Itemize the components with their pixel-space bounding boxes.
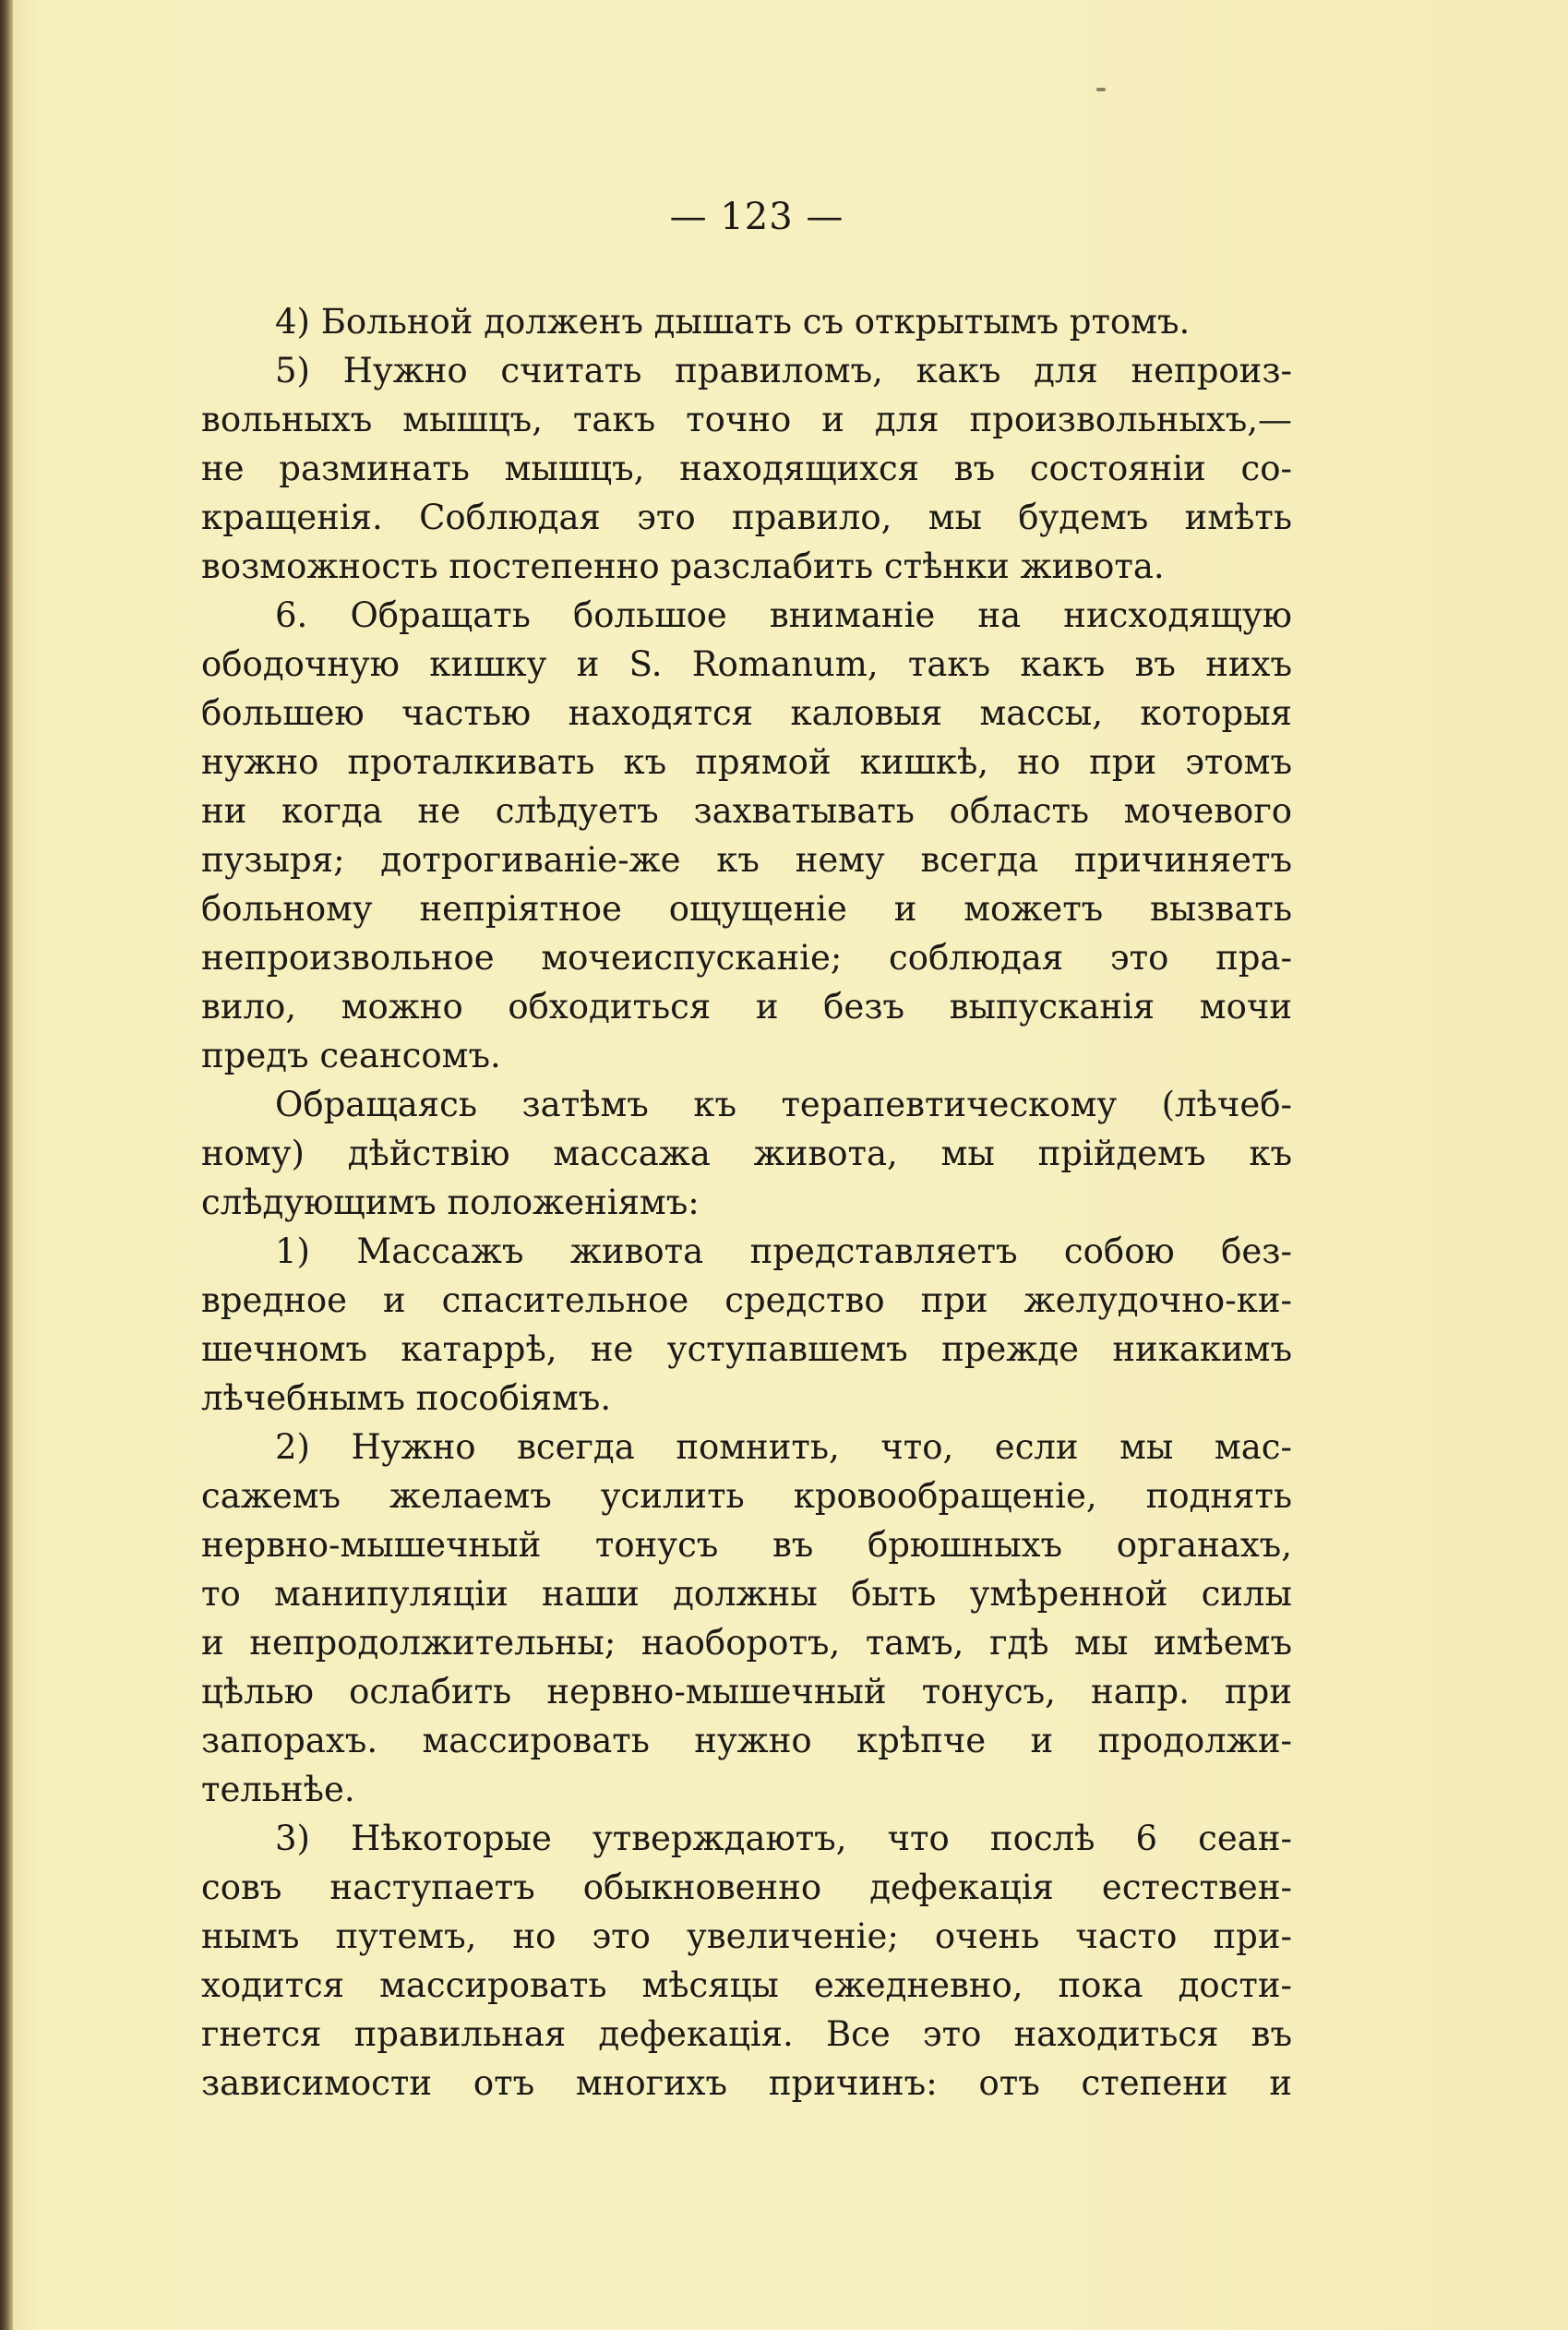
text-line: нервно-мышечный тонусъ въ брюшныхъ органахъ, xyxy=(201,1525,1292,1565)
text-line: большею частью находятся каловыя массы, которыя xyxy=(201,693,1292,733)
text-line: гнется правильная дефекація. Все это находиться въ xyxy=(201,2014,1292,2054)
text-line: пузыря; дотрогиваніе-же къ нему всегда причиняетъ xyxy=(201,840,1292,880)
page-binding-edge xyxy=(0,0,13,2330)
text-line: 1) Массажъ живота представляетъ собою без- xyxy=(275,1231,1292,1271)
text-line: 4) Больной долженъ дышать съ открытымъ ртомъ. xyxy=(275,302,1191,342)
text-line: непроизвольное мочеиспусканіе; соблюдая это пра- xyxy=(201,938,1292,978)
text-line: шечномъ катаррѣ, не уступавшемъ прежде никакимъ xyxy=(201,1329,1292,1369)
text-line: сажемъ желаемъ усилить кровообращеніе, поднять xyxy=(201,1476,1292,1516)
text-line: 2) Нужно всегда помнить, что, если мы мас- xyxy=(275,1427,1292,1467)
text-line: запорахъ. массировать нужно крѣпче и продолжи- xyxy=(201,1721,1292,1760)
paper-speck xyxy=(1096,88,1106,91)
text-line: нымъ путемъ, но это увеличеніе; очень часто при- xyxy=(201,1916,1292,1956)
body-text xyxy=(201,297,1292,2108)
text-line: зависимости отъ многихъ причинъ: отъ степени и xyxy=(201,2063,1292,2103)
text-line: то манипуляціи наши должны быть умѣренной силы xyxy=(201,1574,1292,1614)
text-line: вредное и спасительное средство при желудочно-ки- xyxy=(201,1280,1292,1320)
text-line: ходится массировать мѣсяцы ежедневно, пока дости- xyxy=(201,1965,1292,2005)
text-line: ному) дѣйствію массажа живота, мы прійдемъ къ xyxy=(201,1134,1292,1173)
text-line: вило, можно обходиться и безъ выпусканія мочи xyxy=(201,987,1292,1027)
text-line: цѣлью ослабить нервно-мышечный тонусъ, напр. при xyxy=(201,1672,1292,1711)
text-line: возможность постепенно разслабить стѣнки живота. xyxy=(201,546,1165,586)
text-line: 5) Нужно считать правиломъ, какъ для непроиз- xyxy=(275,351,1292,390)
text-line: предъ сеансомъ. xyxy=(201,1036,501,1075)
text-line: не разминать мышцъ, находящихся въ состояніи со- xyxy=(201,449,1292,488)
text-line: 6. Обращать большое вниманіе на нисходящую xyxy=(275,595,1292,635)
text-line: ни когда не слѣдуетъ захватывать область мочевого xyxy=(201,791,1292,831)
page-number: — 123 — xyxy=(669,196,844,238)
text-line: лѣчебнымъ пособіямъ. xyxy=(201,1378,612,1418)
text-line: кращенія. Соблюдая это правило, мы будемъ имѣть xyxy=(201,498,1292,537)
text-line: и непродолжительны; наоборотъ, тамъ, гдѣ мы имѣемъ xyxy=(201,1623,1292,1663)
text-line: больному непріятное ощущеніе и можетъ вызвать xyxy=(201,889,1292,929)
text-line: тельнѣе. xyxy=(201,1770,355,1809)
text-line: нужно проталкивать къ прямой кишкѣ, но при этомъ xyxy=(201,742,1292,782)
text-line: ободочную кишку и S. Romanum, такъ какъ въ нихъ xyxy=(201,644,1292,684)
text-line: вольныхъ мышцъ, такъ точно и для произвольныхъ,— xyxy=(201,400,1292,439)
text-line: Обращаясь затѣмъ къ терапевтическому (лѣчеб- xyxy=(275,1085,1292,1124)
text-line: совъ наступаетъ обыкновенно дефекація естествен- xyxy=(201,1868,1292,1907)
text-line: 3) Нѣкоторые утверждаютъ, что послѣ 6 сеан- xyxy=(275,1819,1292,1858)
text-line: слѣдующимъ положеніямъ: xyxy=(201,1183,700,1222)
